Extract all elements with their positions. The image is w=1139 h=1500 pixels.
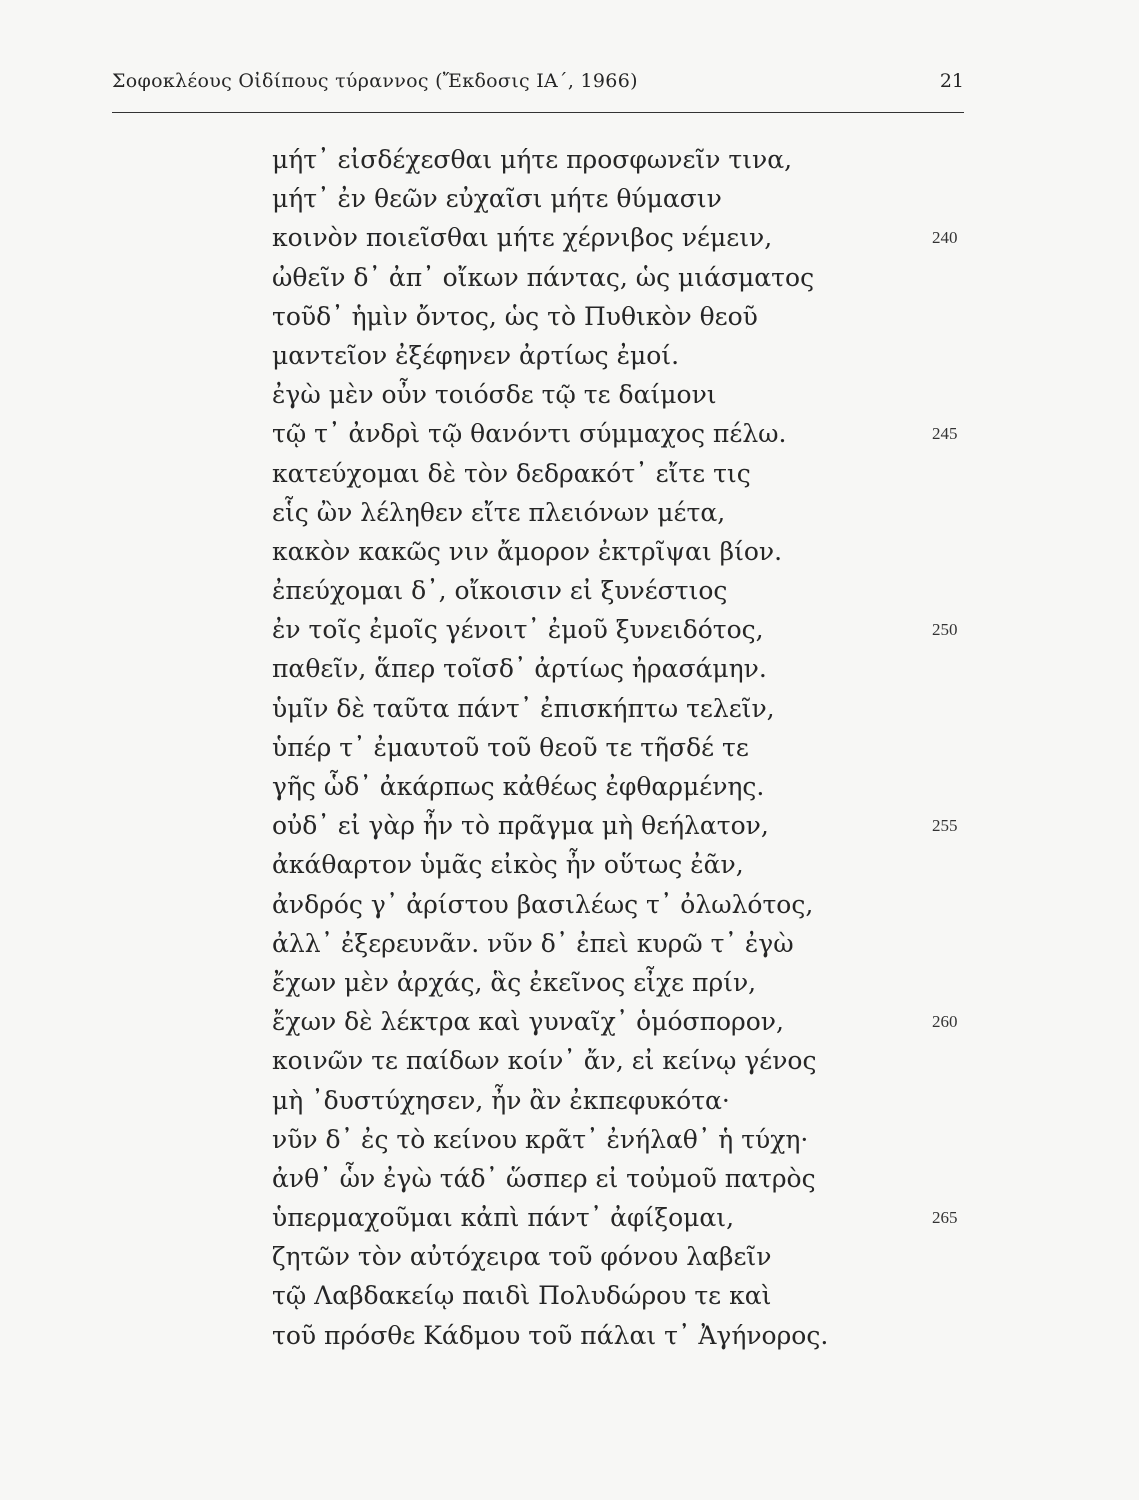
verse-text: ἀνδρός γ᾽ ἀρίστου βασιλέως τ᾽ ὀλωλότος, [272, 889, 814, 919]
verse-text: ὠθεῖν δ᾽ ἀπ᾽ οἴκων πάντας, ὡς μιάσματος [272, 262, 815, 292]
verse-text: ἐν τοῖς ἐμοῖς γένοιτ᾽ ἐμοῦ ξυνειδότος, [272, 615, 764, 645]
verse-text: μήτ᾽ ἐν θεῶν εὐχαῖσι μήτε θύμασιν [272, 184, 722, 214]
verse-line [272, 885, 912, 924]
line-number: 240 [932, 228, 958, 248]
verse-text: ὑμῖν δὲ ταῦτα πάντ᾽ ἐπισκήπτω τελεῖν, [272, 693, 775, 723]
verse-line [272, 1120, 912, 1159]
line-number: 250 [932, 620, 958, 640]
verse-line [272, 728, 912, 767]
verse-text: γῆς ὧδ᾽ ἀκάρπως κἀθέως ἐφθαρμένης. [272, 772, 765, 801]
verse-text: ἔχων μὲν ἀρχάς, ἃς ἐκεῖνος εἶχε πρίν, [272, 967, 757, 997]
verse-text: ἀνθ᾽ ὧν ἐγὼ τάδ᾽ ὥσπερ εἰ τοὐμοῦ πατρὸς [272, 1163, 816, 1193]
verse-line [272, 375, 912, 414]
verse-text: ἐγὼ μὲν οὖν τοιόσδε τῷ τε δαίμονι [272, 380, 717, 410]
verse-line [272, 963, 912, 1002]
verse-text: τοῦδ᾽ ἡμὶν ὄντος, ὡς τὸ Πυθικὸν θεοῦ [272, 301, 758, 331]
verse-text: ἔχων δὲ λέκτρα καὶ γυναῖχ᾽ ὁμόσπορον, [272, 1007, 784, 1037]
verse-text: κοινῶν τε παίδων κοίν᾽ ἄν, εἰ κείνῳ γένος [272, 1046, 817, 1076]
verse-text: τῷ τ᾽ ἀνδρὶ τῷ θανόντι σύμμαχος πέλω. [272, 419, 787, 449]
verse-line [272, 1198, 958, 1237]
verse-text: εἷς ὢν λέληθεν εἴτε πλειόνων μέτα, [272, 497, 726, 527]
verse-line [272, 610, 958, 649]
verse-text: κοινὸν ποιεῖσθαι μήτε χέρνιβος νέμειν, [272, 223, 773, 253]
verse-line [272, 532, 912, 571]
verse-line [272, 767, 912, 806]
verse-line [272, 493, 912, 532]
verse-text: παθεῖν, ἅπερ τοῖσδ᾽ ἀρτίως ἠρασάμην. [272, 654, 767, 684]
verse-list [272, 140, 958, 1355]
running-title: Σοφοκλέους Οἰδίπους τύραννος (Ἔκδοσις ΙΑ΄, 1966) [112, 70, 638, 92]
verse-line [272, 140, 912, 179]
verse-line [272, 1276, 912, 1315]
verse-line [272, 258, 912, 297]
verse-text: ὑπερμαχοῦμαι κἀπὶ πάντ᾽ ἀφίξομαι, [272, 1203, 735, 1233]
verse-line [272, 1316, 912, 1355]
line-number: 260 [932, 1012, 958, 1032]
verse-text: οὐδ᾽ εἰ γὰρ ἦν τὸ πρᾶγμα μὴ θεήλατον, [272, 811, 769, 841]
verse-text: μὴ ᾽δυστύχησεν, ἦν ἂν ἐκπεφυκότα· [272, 1085, 730, 1115]
line-number: 255 [932, 816, 958, 836]
verse-text: ὑπέρ τ᾽ ἐμαυτοῦ τοῦ θεοῦ τε τῆσδέ τε [272, 732, 749, 762]
verse-text: κακὸν κακῶς νιν ἄμορον ἐκτρῖψαι βίον. [272, 536, 783, 566]
verse-text: ἀλλ᾽ ἐξερευνᾶν. νῦν δ᾽ ἐπεὶ κυρῶ τ᾽ ἐγὼ [272, 928, 794, 958]
verse-text: κατεύχομαι δὲ τὸν δεδρακότ᾽ εἴτε τις [272, 458, 751, 488]
verse-line [272, 571, 912, 610]
verse-line [272, 1159, 912, 1198]
verse-text: μήτ᾽ εἰσδέχεσθαι μήτε προσφωνεῖν τινα, [272, 145, 793, 174]
verse-text: ἐπεύχομαι δ᾽, οἴκοισιν εἰ ξυνέστιος [272, 576, 728, 606]
verse-line [272, 336, 912, 375]
verse-line [272, 414, 958, 453]
verse-line [272, 806, 958, 845]
verse-text: τῷ Λαβδακείῳ παιδὶ Πολυδώρου τε καὶ [272, 1281, 772, 1311]
verse-text: νῦν δ᾽ ἐς τὸ κείνου κρᾶτ᾽ ἐνήλαθ᾽ ἡ τύχη· [272, 1124, 809, 1154]
verse-text: τοῦ πρόσθε Κάδμου τοῦ πάλαι τ᾽ Ἀγήνορος. [272, 1320, 829, 1350]
verse-line [272, 1002, 958, 1041]
verse-line [272, 218, 958, 257]
verse-line [272, 1081, 912, 1120]
verse-text: ἀκάθαρτον ὑμᾶς εἰκὸς ἦν οὕτως ἐᾶν, [272, 850, 744, 880]
line-number: 265 [932, 1208, 958, 1228]
verse-line [272, 924, 912, 963]
running-head [112, 70, 964, 104]
verse-line [272, 1237, 912, 1276]
page-number: 21 [939, 70, 964, 92]
verse-text: ζητῶν τὸν αὐτόχειρα τοῦ φόνου λαβεῖν [272, 1242, 772, 1272]
verse-line [272, 1041, 912, 1080]
line-number: 245 [932, 424, 958, 444]
verse-line [272, 179, 912, 218]
verse-line [272, 649, 912, 688]
verse-line [272, 689, 912, 728]
verse-line [272, 454, 912, 493]
verse-line [272, 845, 912, 884]
verse-line [272, 297, 912, 336]
verse-text: μαντεῖον ἐξέφηνεν ἀρτίως ἐμοί. [272, 340, 680, 370]
header-rule [112, 112, 964, 113]
